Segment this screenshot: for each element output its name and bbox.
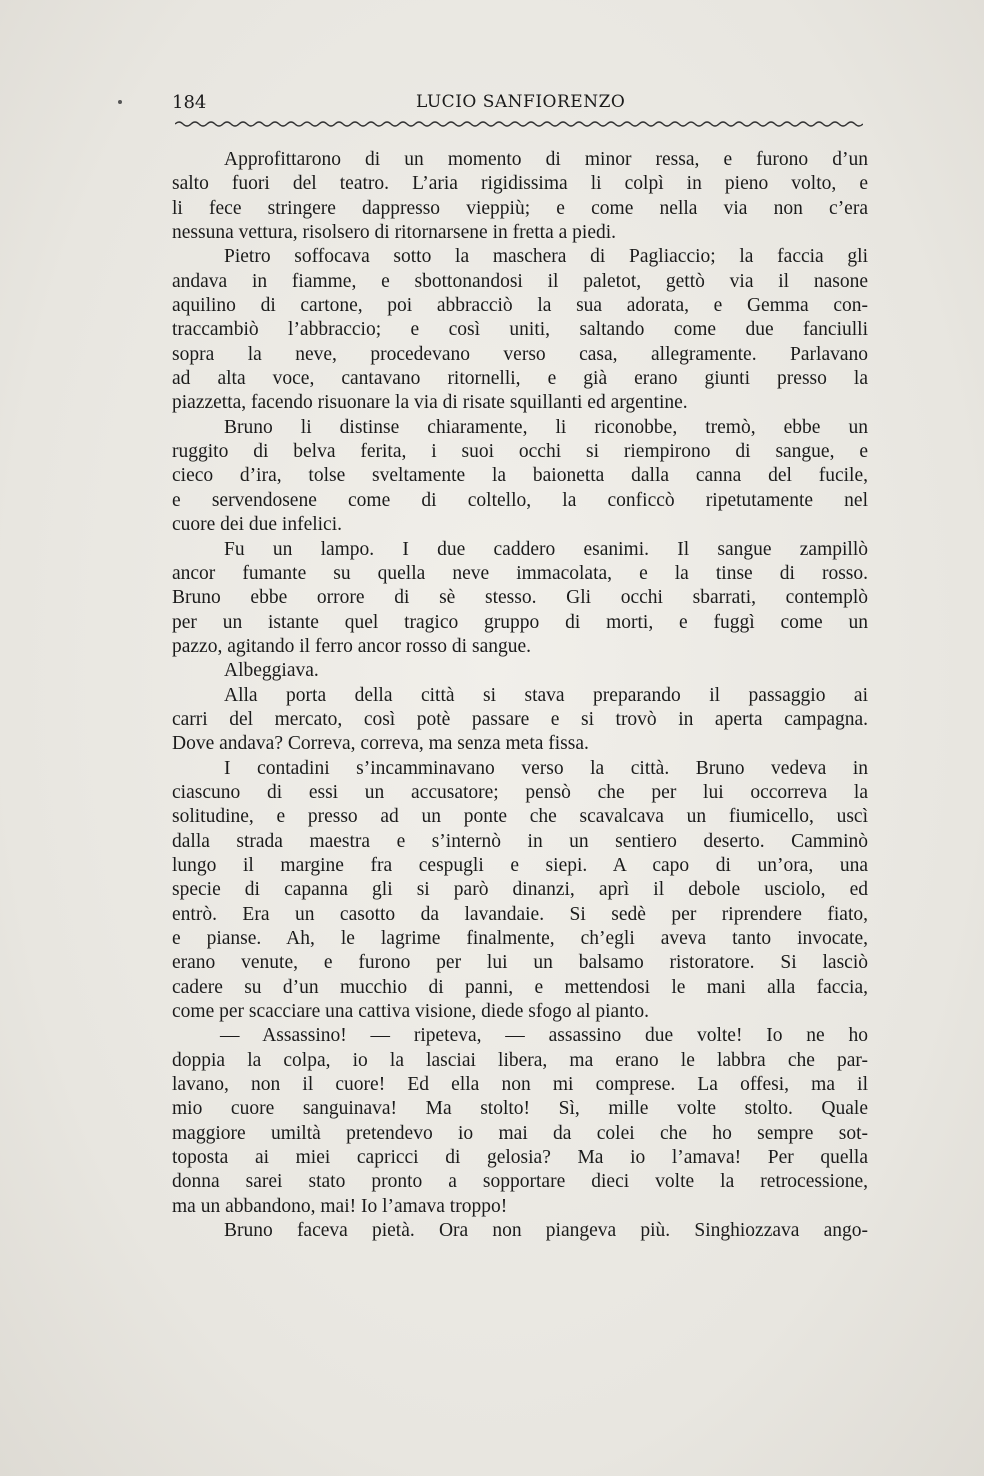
- text-line: aquilino di cartone, poi abbracciò la sua adorata, e Gemma con-: [172, 295, 868, 317]
- text-line: li fece stringere dappresso vieppiù; e come nella via non c’era: [172, 197, 868, 219]
- text-line: ciascuno di essi un accusatore; pensò che per lui occorreva la: [172, 781, 868, 803]
- text-line: solitudine, e presso ad un ponte che scavalcava un fiumicello, uscì: [172, 806, 868, 828]
- text-line: e pianse. Ah, le lagrime finalmente, ch’egli aveva tanto invocate,: [172, 928, 868, 949]
- text-line: cadere su d’un mucchio di panni, e mettendosi le mani alla faccia,: [172, 976, 868, 998]
- text-line: per un istante quel tragico gruppo di morti, e fuggì come un: [172, 611, 868, 633]
- text-line: entrò. Era un casotto da lavandaie. Si sedè per riprendere fiato,: [172, 903, 868, 925]
- text-line: cuore dei due infelici.: [172, 514, 343, 536]
- text-line: mio cuore sanguinava! Ma stolto! Sì, mille volte stolto. Quale: [172, 1098, 868, 1120]
- text-line: salto fuori del teatro. L’aria rigidissima li colpì in pieno volto, e: [172, 173, 868, 195]
- text-line: Fu un lampo. I due caddero esanimi. Il sangue zampillò: [224, 538, 868, 560]
- text-line: doppia la colpa, io la lasciai libera, ma erano le labbra che par-: [172, 1049, 868, 1071]
- text-line: lavano, non il cuore! Ed ella non mi comprese. La offesi, ma il: [172, 1074, 868, 1096]
- text-line: maggiore umiltà pretendevo io mai da colei che ho sempre sot-: [172, 1122, 868, 1144]
- text-line: come per scacciare una cattiva visione, diede sfogo al pianto.: [172, 1001, 650, 1023]
- text-line: — Assassino! — ripeteva, — assassino due volte! Io ne ho: [220, 1025, 868, 1047]
- text-line: traccambiò l’abbraccio; e così uniti, saltando come due fanciulli: [172, 319, 868, 341]
- text-line: donna sarei stato pronto a sopportare dieci volte la retrocessione,: [172, 1171, 868, 1193]
- text-line: Alla porta della città si stava preparando il passaggio ai: [224, 684, 868, 706]
- text-line: pazzo, agitando il ferro ancor rosso di sangue.: [172, 635, 531, 657]
- text-line: Dove andava? Correva, correva, ma senza meta fissa.: [172, 733, 589, 755]
- text-line: Bruno li distinse chiaramente, li riconobbe, tremò, ebbe un: [224, 416, 868, 438]
- text-line: toposta ai miei capricci di gelosia? Ma io l’amava! Per quella: [172, 1147, 868, 1169]
- text-line: e servendosene come di coltello, la conficcò ripetutamente nel: [172, 489, 868, 511]
- text-line: carri del mercato, così potè passare e si trovò in aperta campagna.: [172, 708, 868, 730]
- text-line: lungo il margine fra cespugli e siepi. A capo di un’ora, una: [172, 854, 868, 876]
- text-line: andava in fiamme, e sbottonandosi il paletot, gettò via il nasone: [172, 270, 868, 292]
- text-line: Pietro soffocava sotto la maschera di Pagliaccio; la faccia gli: [224, 246, 868, 268]
- text-line: I contadini s’incamminavano verso la città. Bruno vedeva in: [224, 757, 868, 779]
- text-line: specie di capanna gli si parò dinanzi, aprì il debole usciolo, ed: [172, 879, 868, 901]
- text-line: ruggito di belva ferita, i suoi occhi si riempirono di sangue, e: [172, 441, 868, 463]
- body-text: [172, 148, 868, 1243]
- text-line: nessuna vettura, risolsero di ritornarsene in fretta a piedi.: [172, 222, 617, 244]
- text-line: dalla strada maestra e s’internò in un sentiero deserto. Camminò: [172, 830, 868, 852]
- margin-mark: [118, 100, 122, 104]
- text-line: sopra la neve, procedevano verso casa, allegramente. Parlavano: [172, 343, 868, 365]
- text-line: piazzetta, facendo risuonare la via di risate squillanti ed argentine.: [172, 392, 688, 414]
- text-line: Bruno faceva pietà. Ora non piangeva più. Singhiozzava ango-: [224, 1220, 868, 1242]
- text-line: erano venute, e furono per lui un balsamo ristoratore. Si lasciò: [172, 952, 868, 974]
- running-head: LUCIO SANFIORENZO: [416, 92, 626, 112]
- text-line: ma un abbandono, mai! Io l’amava troppo!: [172, 1195, 508, 1217]
- text-line: ancor fumante su quella neve immacolata, e la tinse di rosso.: [172, 562, 868, 584]
- wavy-rule: [175, 118, 863, 130]
- text-line: Albeggiava.: [224, 660, 319, 682]
- text-line: Bruno ebbe orrore di sè stesso. Gli occhi sbarrati, contemplò: [172, 587, 868, 609]
- text-line: Approfittarono di un momento di minor ressa, e furono d’un: [224, 149, 868, 170]
- text-line: ad alta voce, cantavano ritornelli, e già erano giunti presso la: [172, 368, 868, 390]
- page-number: 184: [172, 92, 207, 113]
- text-line: cieco d’ira, tolse sveltamente la baionetta dalla canna del fucile,: [172, 465, 868, 487]
